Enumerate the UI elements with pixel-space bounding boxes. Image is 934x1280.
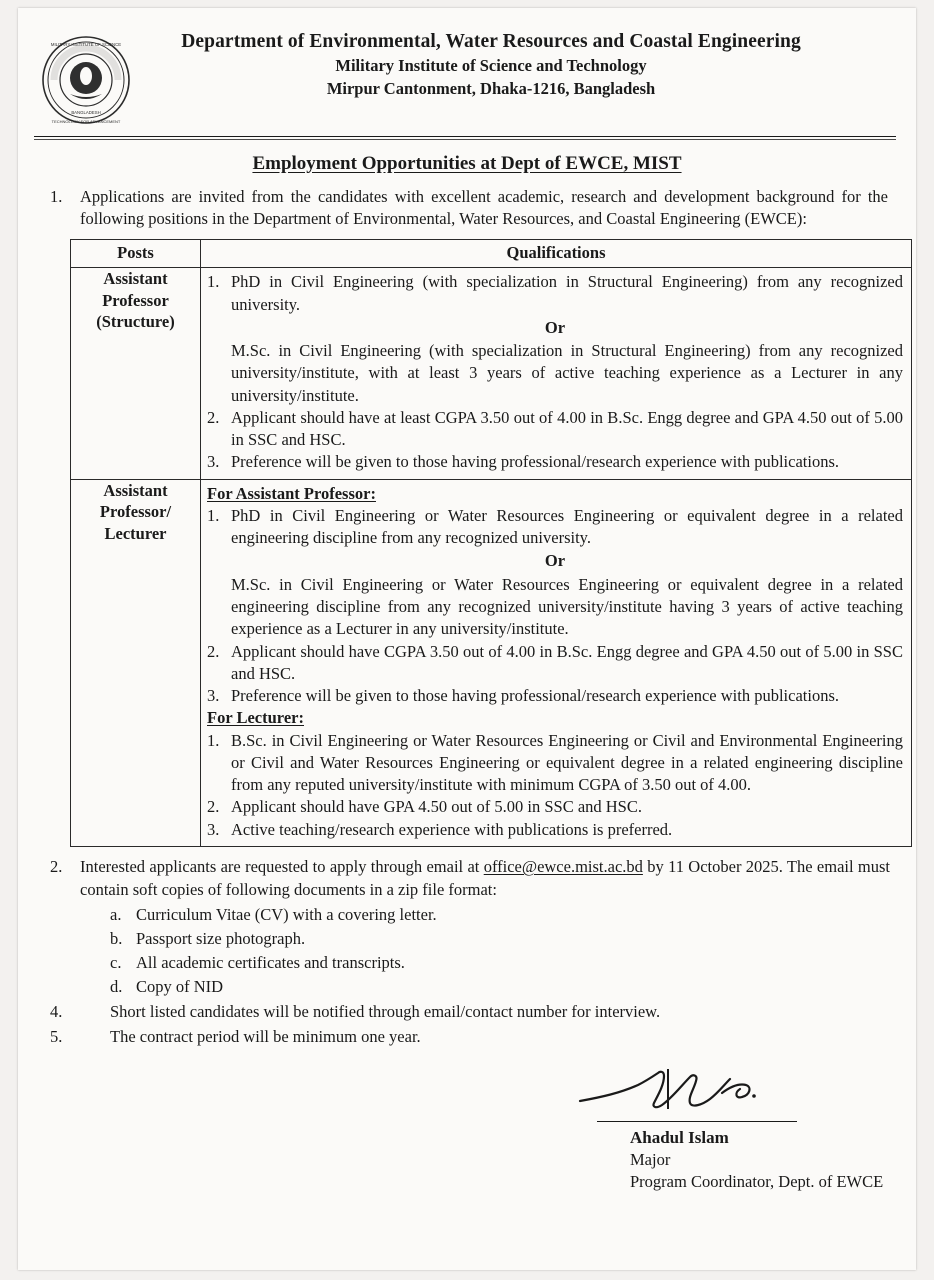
post-line: Assistant bbox=[103, 269, 168, 289]
column-header-qualifications: Qualifications bbox=[201, 240, 912, 268]
application-paragraph bbox=[42, 856, 894, 902]
list-item bbox=[207, 796, 903, 818]
item-text: PhD in Civil Engineering or Water Resources Engineering or equivalent degree in a related engineering discipline from any recognized university. bbox=[231, 505, 903, 548]
required-documents-list bbox=[42, 903, 894, 999]
signatory-name: Ahadul Islam bbox=[630, 1128, 729, 1147]
item-text: Curriculum Vitae (CV) with a covering letter. bbox=[136, 905, 437, 925]
item-marker: 1. bbox=[207, 730, 220, 750]
item-marker: 3. bbox=[207, 452, 220, 472]
subsection-heading-lecturer: For Lecturer: bbox=[207, 708, 304, 728]
list-item bbox=[207, 819, 903, 841]
post-name-cell bbox=[71, 479, 201, 846]
item-text: Applicant should have GPA 4.50 out of 5.00 in SSC and HSC. bbox=[231, 797, 642, 817]
post-line: Professor/ bbox=[99, 502, 172, 522]
note-text: The contract period will be minimum one year. bbox=[110, 1027, 421, 1047]
item-marker: a. bbox=[110, 905, 122, 925]
item-text: PhD in Civil Engineering (with specialization in Structural Engineering) from any recognized university. bbox=[231, 272, 903, 314]
item-marker: 2. bbox=[207, 407, 220, 427]
intro-number: 1. bbox=[50, 186, 63, 206]
item-marker: b. bbox=[110, 929, 123, 949]
note-number: 4. bbox=[50, 1002, 63, 1022]
item-marker: 3. bbox=[207, 686, 220, 706]
application-number: 2. bbox=[50, 856, 63, 876]
note-number: 5. bbox=[50, 1027, 63, 1047]
post-name-cell bbox=[71, 268, 201, 479]
institute-name: Military Institute of Science and Technology bbox=[335, 56, 647, 76]
qualification-list-continued bbox=[207, 407, 903, 474]
item-marker: d. bbox=[110, 977, 123, 997]
qualification-list-continued bbox=[207, 641, 903, 708]
item-text: All academic certificates and transcripts. bbox=[136, 953, 405, 973]
item-text: Applicant should have at least CGPA 3.50 out of 4.00 in B.Sc. Engg degree and GPA 4.50 out of 5.00 in SSC and HSC. bbox=[231, 407, 903, 450]
item-marker: 1. bbox=[207, 272, 220, 292]
crest-icon bbox=[40, 34, 132, 126]
item-marker: 3. bbox=[207, 819, 220, 839]
signatory-role: Program Coordinator, Dept. of EWCE bbox=[630, 1172, 884, 1191]
post-line: (Structure) bbox=[96, 312, 175, 332]
list-item bbox=[207, 271, 903, 316]
signatory-rank: Major bbox=[630, 1150, 671, 1169]
header-text-block bbox=[132, 30, 890, 100]
table-row bbox=[71, 479, 912, 846]
item-marker: 1. bbox=[207, 505, 220, 525]
item-text: Preference will be given to those having professional/research experience with publications. bbox=[231, 686, 839, 706]
table-row bbox=[71, 268, 912, 479]
svg-text:MILITARY INSTITUTE OF SCIENCE: MILITARY INSTITUTE OF SCIENCE bbox=[50, 42, 122, 47]
document-paper bbox=[18, 8, 916, 1270]
list-item bbox=[110, 975, 894, 999]
signature-line bbox=[597, 1121, 797, 1122]
svg-text:BANGLADESH: BANGLADESH bbox=[71, 110, 101, 115]
qualifications-cell bbox=[201, 479, 912, 846]
note-item bbox=[42, 1025, 894, 1049]
handwritten-signature-icon bbox=[572, 1063, 802, 1123]
alternate-qualification: M.Sc. in Civil Engineering (with specialization in Structural Engineering) from any recognized university/institute, with at least 3 years of active teaching experience as a Lecturer in any university/institute. bbox=[231, 341, 903, 405]
application-email[interactable]: office@ewce.mist.ac.bd bbox=[483, 856, 643, 876]
list-item bbox=[207, 730, 903, 797]
post-line: Professor bbox=[102, 290, 169, 310]
header-divider-secondary bbox=[34, 139, 896, 140]
institute-address: Mirpur Cantonment, Dhaka-1216, Bangladesh bbox=[326, 78, 656, 98]
item-marker: 2. bbox=[207, 797, 220, 817]
mist-crest-logo bbox=[40, 34, 132, 126]
list-item bbox=[207, 641, 903, 686]
intro-text: Applications are invited from the candidates with excellent academic, research and development background for the following positions in the Department of Environmental, Water Resources, and Coastal Engineering (EWCE): bbox=[80, 186, 888, 228]
svg-text:TECHNOLOGY FOR ADVANCEMENT: TECHNOLOGY FOR ADVANCEMENT bbox=[51, 119, 121, 124]
list-item bbox=[110, 927, 894, 951]
table-header-row bbox=[71, 240, 912, 268]
item-text: Copy of NID bbox=[136, 977, 224, 997]
application-text-before: Interested applicants are requested to apply through email at bbox=[80, 856, 484, 876]
signature-block bbox=[42, 1065, 894, 1195]
item-text: Preference will be given to those having professional/research experience with publications. bbox=[231, 452, 839, 472]
lecturer-qualification-list bbox=[207, 730, 903, 841]
page-title: Employment Opportunities at Dept of EWCE, MIST bbox=[252, 152, 682, 174]
subsection-heading-assistant-professor: For Assistant Professor: bbox=[207, 483, 376, 503]
qualification-list bbox=[207, 271, 903, 316]
item-marker: 2. bbox=[207, 641, 220, 661]
or-separator: Or bbox=[544, 551, 566, 571]
list-item bbox=[110, 951, 894, 975]
intro-paragraph bbox=[42, 186, 894, 231]
alternate-qualification: M.Sc. in Civil Engineering or Water Resources Engineering or equivalent degree in a related engineering discipline from any recognized university/institute having 3 years of active teaching experience as a Lecturer in any university/institute. bbox=[231, 574, 903, 639]
or-separator: Or bbox=[544, 317, 566, 337]
post-line: Lecturer bbox=[104, 523, 167, 543]
note-item bbox=[42, 1000, 894, 1024]
item-text: B.Sc. in Civil Engineering or Water Resources Engineering or Civil and Environmental Engineering or Civil and Water Resources Engineering or equivalent degree in a related engineering discipline from any reputed university/institute with minimum CGPA of 3.50 out of 4.00. bbox=[231, 730, 903, 795]
qualification-list bbox=[207, 505, 903, 550]
application-text bbox=[80, 856, 894, 902]
qualifications-table bbox=[70, 239, 912, 847]
document-header bbox=[18, 8, 916, 126]
page-title-wrap bbox=[18, 153, 916, 175]
application-text-after: by 11 October 2025. The email must contain soft copies of following documents in a zip file format: bbox=[80, 856, 890, 899]
department-name: Department of Environmental, Water Resources and Coastal Engineering bbox=[181, 31, 801, 52]
qualifications-cell bbox=[201, 268, 912, 479]
list-item bbox=[207, 451, 903, 473]
item-text: Passport size photograph. bbox=[136, 929, 306, 949]
header-divider bbox=[34, 136, 896, 137]
item-text: Active teaching/research experience with publications is preferred. bbox=[231, 819, 673, 839]
column-header-posts: Posts bbox=[71, 240, 201, 268]
list-item bbox=[110, 903, 894, 927]
document-body bbox=[18, 186, 916, 1196]
note-text: Short listed candidates will be notified through email/contact number for interview. bbox=[110, 1002, 661, 1022]
post-line: Assistant bbox=[103, 480, 168, 500]
item-text: Applicant should have CGPA 3.50 out of 4.00 in B.Sc. Engg degree and GPA 4.50 out of 5.00 in SSC and HSC. bbox=[231, 641, 903, 683]
item-marker: c. bbox=[110, 953, 122, 973]
list-item bbox=[207, 505, 903, 550]
list-item bbox=[207, 685, 903, 707]
list-item bbox=[207, 407, 903, 452]
